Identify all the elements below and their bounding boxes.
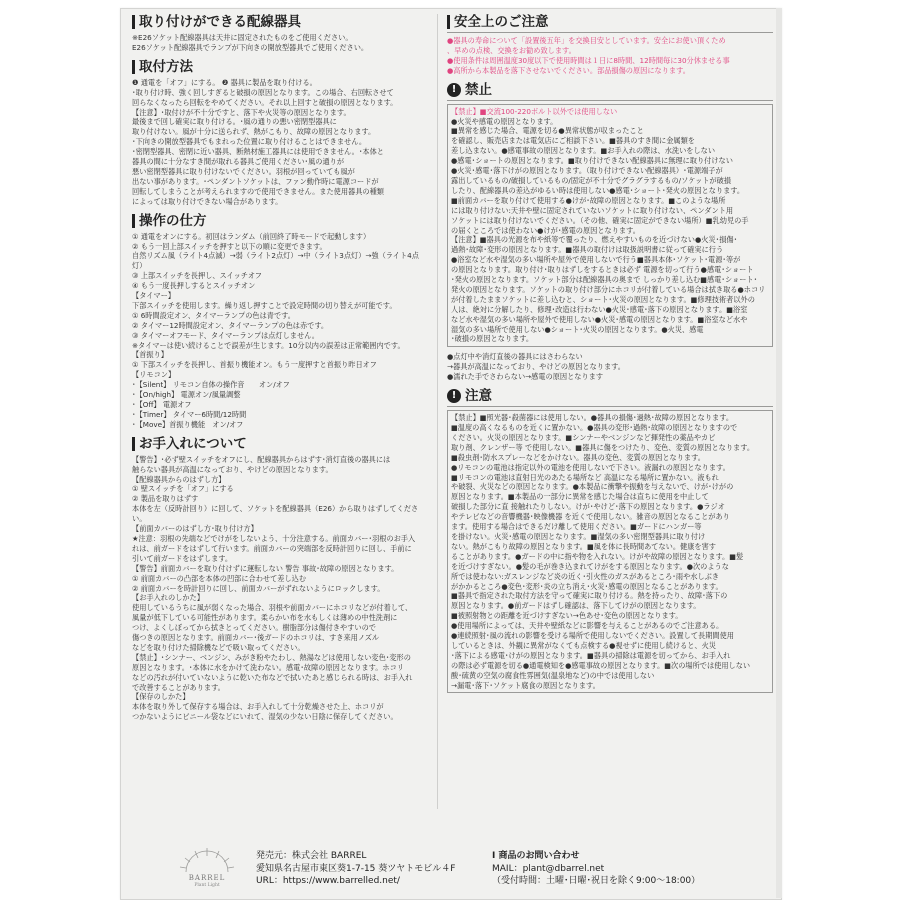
safety-text: ●器具の寿命について「設置後五年」を交換目安としています。安全にお使い頂くため 、早めの点検、交換をお勧め致します。 ●使用条件は周囲温度30度以下で使用時間は１日に8時間、12時間毎に30分休ませる事 ●高所から本製品を落下させないでください。部品損傷の原因になります。 [447,36,730,75]
section-title-caution: ! 注意 [447,388,773,407]
compatible-fixtures-text: ※E26ソケット配線器具は天井に固定されたものをご使用ください。 E26ソケット配線器具でランプが下向きの開放型器具でご使用ください。 [132,33,369,52]
operation-text: ① 通電をオンにする。初回はランダム（前回終了時モードで起動します） ② もう一回上部スイッチを押すと以下の順に変更できます。 自然リズム風（ライト4点滅）→弱（ライト2点灯）→中（ライト3点灯）→強（ライト4点灯） ③ 上部スイッチを長押し、スイッチオフ ④ もう一度長押しするとスイッチオン 【タイマー】 下部スイッチを使用します。繰り返し押すことで設定時間の切り替えが可能です。 ① 6時間設定オン、タイマーランプの色は青です。 ② タイマー12時間設定オン、タイマーランプの色は赤です。 ③ タイマーオフモード、タイマーランプは点灯しません。 ※タイマーは使い続けることで誤差が生じます。10分以内の誤差は正常範囲内です。 【首振り】 ① 下部スイッチを長押し、首振り機能オン。もう一度押すと首振り昨日オフ 【リモコン】 ･【Silent】 リモコン自体の操作音 オン/オフ ･【On/high】 電源オン/風量調整 ･【Off】 電源オフ ･【Timer】 タイマー6時間/12時間 ･【Move】首振り機能 オン/オフ [132,231,419,429]
heading-bar-icon [132,214,135,228]
caution-text: 【禁止】■照光器･殺菌器には使用しない。●器具の損傷･過熱･故障の原因となります。 ■温度の高くなるものを近くに置かない。●器具の変形･過熱･故障の原因となりますので ください。火災の原因となります。■シンナーやベンジンなど揮発性の薬品やカビ 取り剤、クレンザー等 で使用しない。■器具に傷をつけたり、変色、変質の原因となります。 ■殺虫剤･防水スプレーなどをかけない。器具の変色、変質の原因となります。 ●リモコンの電池は指定以外の電池を使用しないで下さい。液漏れの原因となります。 ■リモコンの電池は直射日光のあたる場所など 高温になる場所に置かない。液もれ や破裂、火災などの原因となります。●本製品に衝撃や振動を与えないで、けが･けがの 原因となります。■本製品の一部分に異常を感じた場合は直ちに使用を中止して 破損した部分に直 接触れたりしない。けが･やけど･落下の原因となります。●ラジオ やテレビなどの音響機器･映像機器 を近くで使用しない。雑音の原因となることがあり ます。使用する場合はできるだけ離して使用ください。■ガードにハンガー等 を掛けない。火災･感電の原因となります。■湿気の多い密閉型器具に取り付け ない。熱がこもり故障の原因となります。■風を体に長時間あてない。健康を害す ることがあります。●ガードの中に指や物を入れない。けがや故障の原因となります。■髪 を近づけすぎない。●髪の毛が巻き込まれてけがをする原因となります。●次のような 所では使わない:ガスレンジなど炎の近く･引火性のガスがあるところ･雨や水しぶき がかかるところ●変色･変形･炎の立ち消え･火災･感電の原因となることがあります。 ■器具で指定された取付方法を守って確実に取り付ける。熱を持ったり、故障･落下の 原因となります。●前ガードはずし確認は、落下してけがの原因となります。 ■被照射物との距離を近づけすぎない→色あせ･変色の原因となります。 ●使用場所によっては、天井や壁紙などに影響を与えることがあるのでご注意ある。 ●連続照射･風の流れの影響を受ける場所で使用しないでください。設置して長期間使用 しているときは、外観に異常がなくても点検する●視せずに使用し続けると、火災 ･落下による感電･けがの原因となります。■器具の掃除は電源を切ってから、お手入れ の際は必ず電源を切る●通電検知を●感電事故の原因となります。■次の場所では使用しない 酸･硫黄の空気の腐食性雰囲気(温泉地など)の中では使用しない →漏電･落下･ソケット腐食の原因となります。 [451,413,755,690]
section-title-safety: 安全上のご注意 [447,14,773,33]
section-title-installation: 取付方法 [132,59,427,75]
heading-bar-icon [447,15,450,29]
maintenance-text: 【警告】･必ず壁スイッチをオフにし、配線器具からはずす･消灯直後の器具には 触らない器具が高温になっており、やけどの原因となります。 【配線器具からのはずし方】 ① 壁スイッチを「オフ」にする ② 製品を取りはずす 本体を左（反時計回り）に回して、ソケットを配線器具（E26）から取りはずしてください。 【前面カバーのはずし方･取り付け方】 ★注意：羽根の先端などでけがをしないよう、十分注意する。前面カバー･羽根のお手入 れは、前ガードをはずして行います。前面カバーの突端部を反時計回りに回し、手前に 引いて前ガードをはずします。 【警告】前面カバーを取り付けずに運転しない 警告 事故･故障の原因となります。 ① 前面カバーの凸部を本体の凹部に合わせて差し込む ② 前面カバーを時計回りに回し、前面カバーがずれないようにロックします。 【お手入れのしかた】 使用しているうちに風が弱くなった場合、羽根や前面カバーにホコリなどが付着して、 風量が低下している可能性があります。柔らかい布を水もしくは薄めの中性洗剤に つけ、よくしぼってから拭きとってください。樹脂部分は傷付きやすいので 傷つきの原因となります。前面カバー･後ガードのホコリは、すき来用ノズル などを取り付けた掃除機などで吸い取ってください。 【禁止】･シンナー、ベンジン、みがき粉やたわし、熱湯などは使用しない変色･変形の 原因となります。･本体に水をかけて洗わない。感電･故障の原因となります。ホコリ などの汚れが付いていないように乾いた布などで拭いたあと感じられる時は、お手入れ で改善することがあります。 【保存のしかた】 本体を取り外して保存する場合は、お手入れして十分乾燥させた上、ホコリが つかないようにビニール袋などにいれて、湿気の少ない日陰に保存してください。 [132,454,419,722]
hot-surface-note: ●点灯中や消灯直後の器具にはさわらない →器具が高温になっており、やけどの原因となります。 ●濡れた手でさわらない→感電の原因となります [447,352,625,382]
exclamation-icon: ! [447,389,461,403]
seller-name: 発売元：株式会社 BARREL [256,851,367,861]
sheet-edge [776,8,782,898]
seller-address: 愛知県名古屋市東区葵1-7-15 葵ツヤトモビル４F [256,863,456,874]
section-title-prohibited: ! 禁止 [447,82,773,101]
prohibited-text: ●火災や感電の原因となります。 ■異常を感じた場合、電源を切る●異常状態が収まったこと を確認し、販売店または電気店にご相談下さい。■器具のすき間に金属類を 差し込まない。●感電事故の原因となります。■お手入れの際は、水洗いをしない ●感電･ショートの原因となります。■取り付けできない配線器具に無理に取り付けない ●火災･感電･落下けがの原因となります。（取り付けできない配線器具）･電源端子が 露出しているもの/破損しているもの/固定が不十分でグラグラするもの/ソケットが破損 したり、配線器具の差込がゆるい時は使用しない●感電･ショート･発火の原因となります。 ■前面カバーを取り付けて使用する●けが･故障の原因となります。■このような場所 には取り付けない:天井や壁に固定されていないソケットに取り付けない、ペンダント用 ソケットには取り付けないでください。（その他、確実に固定ができない場所）■乳幼児の手 の届くところでは使わない●けが･感電の原因となります。 【注意】■器具の光源を布や紙等で覆ったり、燃えやすいものを近づけない●火災･損傷･ 過熱･故障･変形の原因となります。■器具の取付けは取扱説明書に従って確実に行う ●浴室など水や湿気の多い場所や屋外で使用しないで行う■器具本体･ソケット･電源･等が の原因となります。取り付け･取りはずしをするときは必ず 電源を切って行う●感電･ショート ･発火の原因となります。ソケット部分は配線器具の奥まで しっかり差し込む■感電･ショート･ 発火の原因となります。ソケットの取り付け部分にホコリが付着している場合は拭き取る●ホコリ が付着したままソケットに差し込むと、ショート･火災の原因となります。■修理技術者以外の 人は、絶対に分解したり、修理･改造は行わない●火災･感電･落下の原因となります。■浴室 など水や湿気の多い場所や屋外で使用しない●火災･感電の原因となります。■浴室など水や 湿気の多い場所で使用しない●ショート･火災の原因となります。●火災、感電 ･破損の原因となります。 [451,116,766,344]
contact-title: I 商品のお問い合わせ [492,851,580,861]
brand-logo-subtext: Plant Light [194,883,220,888]
seller-url[interactable]: URL：https://www.barrelled.net/ [256,876,400,886]
heading-bar-icon [132,437,135,451]
installation-text: ❶ 通電を「オフ」にする。 ❷ 器具に製品を取り付ける。 ･取り付け時、強く回しすぎると破損の原因となります。この場合、右回転させて 回らなくなったら回転をやめてください。それ以上回すと破損の原因となります。 【注意】･取付けが不十分ですと、落下や火災等の原因となります。 最後まで回し確実に取り付ける。･風の通りの悪い密閉型器具に 取り付けない。風が十分に送られず、熱がこもり、故障の原因となります。 ･下向きの開放型器具でもまれった位置に取り付けることはできません。 ･密閉型器具、密閉に近い器具、断熱材施工器具には使用できません。･本体と 器具の間に十分なすき間が取れる器具ご使用ください･風の通りが 悪い密閉型器具に取り付けないでください。羽根が回っていても風が 出ない事があります。･ペンダントソケットは、ファン動作時に電源コードが 回転してしまうことが考えられますので使用できません。また使用器具の種類 によっては取り付けできない場合があります。 [132,77,398,206]
seller-info [256,850,455,888]
prohibited-voltage-text: 【禁止】■交流100-220ボルト以外では使用しない [451,106,618,116]
brand-logo-text: BARREL [188,874,226,882]
contact-hours: （受付時間：土曜･日曜･祝日を除く9:00～18:00） [492,876,701,886]
heading-bar-icon [132,15,135,29]
caution-box [447,410,773,693]
section-title-operation: 操作の仕方 [132,213,427,229]
column-divider [437,14,438,809]
section-title-compatible-fixtures: 取り付けができる配線器具 [132,14,427,30]
prohibited-box [447,104,773,348]
left-column [132,14,427,809]
right-column [447,14,773,794]
exclamation-icon: ! [447,83,461,97]
section-title-maintenance: お手入れについて [132,436,427,452]
contact-info [492,850,700,888]
footer [124,846,778,896]
contact-mail[interactable]: MAIL：plant@dbarrel.net [492,863,605,874]
heading-bar-icon [132,60,135,74]
